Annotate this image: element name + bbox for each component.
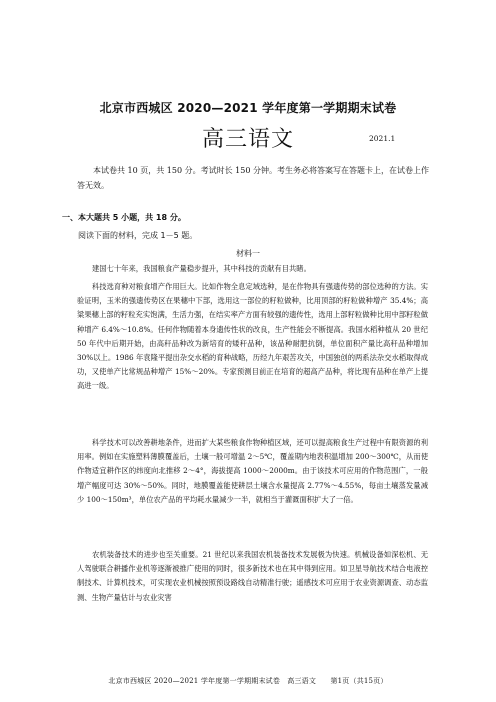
body-paragraph: 科技选育种对粮食增产作用巨大。比如作物全息定域选种，是在作物具有强遗传势的部位选种的方法。实验证明，玉米的强遗传势区在果穗中下部，选用这一部位的籽粒做种，比用顶部的籽粒做种增产 35.4%；高粱果穗上部的籽粒充实饱满，生活力强，在结实率产方面有较强的遗传性，选用上部籽粒做种比用中部籽粒做种增产 6.4%～10.8%。任何作物随着本身遗传性状的改良，生产性能会不断提高。我国水稻种植从 20 世纪 50 年代中后期开始，由高秆品种改为新培育的矮秆品种，该品种耐肥抗倒，单位面积产量比高秆品种增加 30%以上。1986 年袁隆平提出杂交水稻的育种战略，历经九年艰苦攻关，中国独创的两系法杂交水稻取得成功，又使单产比常规品种增产 15%～20%。专家预测目前正在培育的超高产品种，将比现有品种在单产上提高进一级。 [77, 282, 428, 391]
exam-notice: 本试卷共 10 页，共 150 分。考试时长 150 分钟。考生务必将答案写在答题卡上，在试卷上作答无效。 [77, 166, 429, 190]
body-paragraph: 建国七十年来，我国粮食产量稳步提升，其中科技的贡献有目共睹。 [92, 264, 311, 273]
exam-title: 北京市西城区 2020—2021 学年度第一学期期末试卷 [99, 101, 397, 115]
body-paragraph: 农机装备技术的进步也至关重要。21 世纪以来我国农机装备技术发展极为快速。机械设备如深松机、无人驾驶联合耕播作业机等逐渐被推广使用的同时，很多新技术也在其中得到应用。如卫星导航技术结合电液控制技术、计算机技术，可实现农业机械按照预设路线自动精准行驶；遥感技术可应用于农业资源调查、动态监测、生物产量估计与农业灾害 [77, 550, 428, 602]
page-footer: 北京市西城区 2020—2021 学年度第一学期期末试卷 高三语文 第1页（共15页） [108, 677, 388, 685]
section-instruction: 阅读下面的材料，完成 1－5 题。 [78, 231, 198, 240]
subject-title: 高三语文 [201, 127, 294, 152]
body-paragraph: 科学技术可以改善耕地条件，进而扩大某些粮食作物种植区域，还可以提高粮食生产过程中有限资源的利用率。例如在实施塑料薄膜覆盖后，土壤一般可增温 2～5℃，覆盖期内地表积温增加 200～300℃，从而使作物适宜耕作区的纬度向北推移 2～4°，海拔提高 1000～2000m。由于该技术可应用的作物范围广，一般增产幅度可达 30%～50%。同时，地膜覆盖能使耕层土壤含水量提高 2.77%～4.55%，每亩土壤蒸发量减少 100～150m³，单位农产品的平均耗水量减少一半，就相当于灌溉面积扩大了一倍。 [77, 438, 428, 504]
exam-date: 2021.1 [369, 134, 396, 143]
material-title: 材料一 [236, 249, 260, 258]
section-heading: 一、本大题共 5 小题，共 18 分。 [62, 213, 186, 222]
